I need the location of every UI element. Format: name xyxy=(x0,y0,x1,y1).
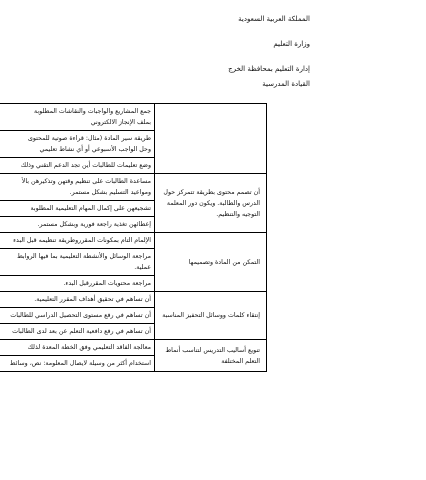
kingdom-title: المملكة العربية السعودية xyxy=(238,15,310,23)
criterion-items xyxy=(0,104,154,173)
criteria-group xyxy=(0,340,266,372)
item-line: وضع تعليمات للطالبات أين تجد الدعم التقني وذلك xyxy=(20,162,151,169)
school-leadership-title: القيادة المدرسية xyxy=(262,80,310,88)
criterion-item xyxy=(0,217,154,232)
criterion-item xyxy=(0,292,154,308)
criterion-items xyxy=(0,340,154,371)
item-line: عملية. xyxy=(134,264,151,271)
criterion-item xyxy=(0,233,154,249)
criterion-item xyxy=(0,308,154,324)
criterion-item xyxy=(0,158,154,173)
item-line: مساعدة الطالبات على تنظيم وقتهن وتذكيرهن بالأ xyxy=(21,178,151,185)
item-line: مراجعة محتويات المقررقبل البدء. xyxy=(63,280,151,287)
criterion-item xyxy=(0,131,154,158)
ministry-title: وزارة التعليم xyxy=(273,40,310,48)
directorate-title: إدارة التعليم بمحافظة الخرج xyxy=(228,65,310,73)
criteria-group xyxy=(0,292,266,340)
item-line: أن تساهم في رفع مستوى التحصيل الدراسي للطالبات xyxy=(10,312,151,319)
criterion-item xyxy=(0,104,154,131)
item-line: تشجيعهن على إكمال المهام التعليمية المطلوبة xyxy=(30,205,151,212)
item-line: مراجعة الوسائل والأنشطة التعليمية بما فيها الروابط xyxy=(16,253,151,260)
item-line: طريقة سير المادة (مثال: قراءة صوتية للمحتوى xyxy=(27,135,151,142)
item-line: جمع المشاريع والواجبات والنقاشات المطلوبة xyxy=(33,108,151,115)
criterion-label: التمكن من المادة وتصميمها xyxy=(154,233,266,291)
item-line: بملف الإنجاز الالكتروني xyxy=(90,119,151,126)
criterion-item xyxy=(0,201,154,217)
item-line: استخدام أكثر من وسيلة لايصال المعلومة: نص، وسائط xyxy=(9,360,151,367)
item-line: وحل الواجب الأسبوعي أو أي نشاط تعليمي xyxy=(39,146,151,153)
criterion-label xyxy=(154,104,266,173)
item-line: معالجة الفاقد التعليمي وفق الخطة المعدة لذلك xyxy=(27,344,151,351)
criterion-items xyxy=(0,233,154,291)
criteria-group xyxy=(0,233,266,292)
item-line: الإلمام التام بمكونات المقرروطريقة تنظيمه قبل البدء xyxy=(13,237,151,244)
criteria-table xyxy=(0,103,267,372)
criterion-item xyxy=(0,324,154,339)
criterion-item xyxy=(0,356,154,371)
criterion-label: أن تصمم محتوى بطريقة تتمركز حول الدرس والطالبة. ويكون دور المعلمة التوجيه والتنظيم. xyxy=(154,174,266,232)
criterion-items xyxy=(0,292,154,339)
criteria-group xyxy=(0,104,266,174)
criterion-label: تنويع أساليب التدريس لتناسب أنماط التعلم المختلفة xyxy=(154,340,266,371)
item-line: إعطائهن تغذية راجعة فورية وبشكل مستمر. xyxy=(37,221,151,228)
criterion-item xyxy=(0,174,154,201)
criterion-item xyxy=(0,249,154,276)
criterion-label: إنتقاء كلمات ووسائل التحفيز المناسبة xyxy=(154,292,266,339)
criteria-group xyxy=(0,174,266,233)
item-line: أن تساهم في تحقيق أهداف المقرر التعليمية. xyxy=(34,296,151,303)
criterion-item xyxy=(0,276,154,291)
item-line: ومواعيد التسليم بشكل مستمر. xyxy=(69,189,151,196)
criterion-item xyxy=(0,340,154,356)
criterion-items xyxy=(0,174,154,232)
item-line: أن تساهم في رفع دافعية التعلم عن بعد لدى الطالبات xyxy=(12,328,151,335)
